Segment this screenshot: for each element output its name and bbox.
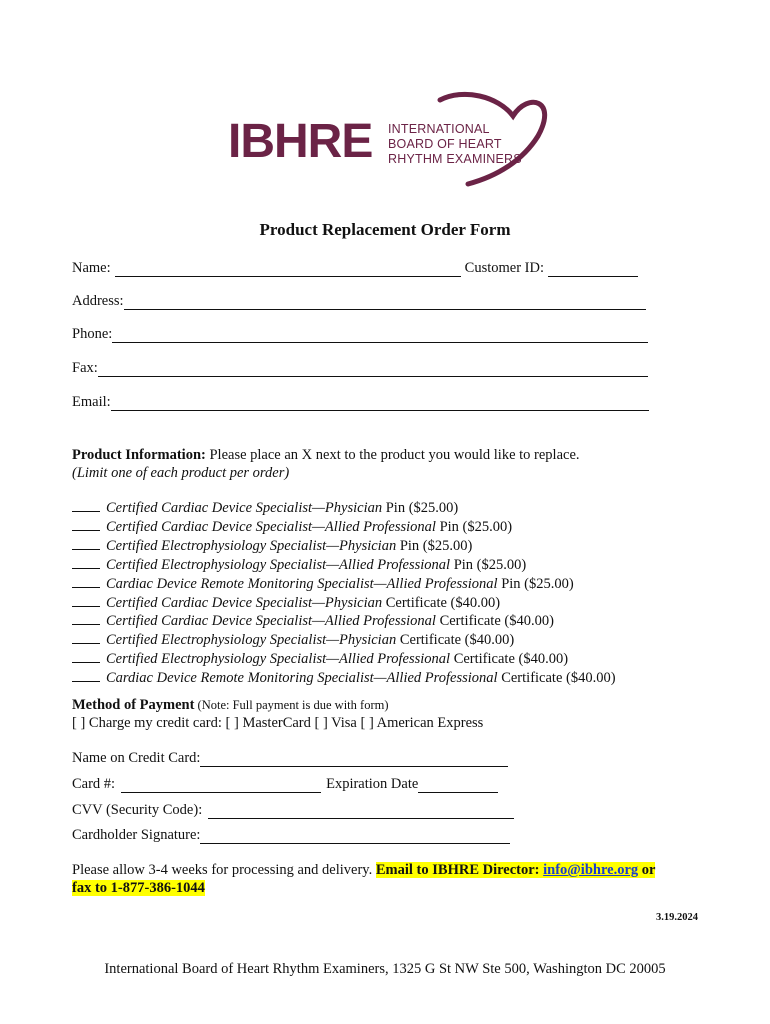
ibhre-logo — [228, 88, 548, 188]
product-name: Certified Electrophysiology Specialist—Allied Professional — [106, 651, 451, 668]
expiration-label: Expiration Date — [326, 776, 419, 792]
address-label: Address: — [72, 293, 124, 309]
email-field[interactable] — [111, 396, 649, 411]
product-price: Certificate ($40.00) — [497, 670, 616, 687]
card-number-row — [72, 775, 498, 793]
product-item — [72, 612, 616, 631]
fax-label: Fax: — [72, 360, 98, 376]
logo-subtitle: INTERNATIONAL BOARD OF HEART RHYTHM EXAMINERS — [388, 122, 522, 166]
card-number-field[interactable] — [121, 778, 321, 793]
footer-address: International Board of Heart Rhythm Examiners, 1325 G St NW Ste 500, Washington DC 20005 — [104, 961, 666, 977]
product-price: Certificate ($40.00) — [450, 651, 569, 668]
product-item — [72, 518, 616, 537]
product-checkbox-blank[interactable] — [72, 575, 100, 588]
product-price: Pin ($25.00) — [497, 575, 574, 592]
expiration-field[interactable] — [418, 778, 498, 793]
signature-label: Cardholder Signature: — [72, 827, 201, 843]
product-checkbox-blank[interactable] — [72, 612, 100, 625]
product-checkbox-blank[interactable] — [72, 631, 100, 644]
customer-id-field[interactable] — [548, 262, 638, 277]
product-item — [72, 669, 616, 688]
address-row — [72, 292, 646, 310]
product-name: Certified Cardiac Device Specialist—Allied Professional — [106, 518, 436, 535]
product-checkbox-blank[interactable] — [72, 556, 100, 569]
product-name: Certified Electrophysiology Specialist—Physician — [106, 632, 397, 649]
product-name: Cardiac Device Remote Monitoring Specialist—Allied Professional — [106, 670, 498, 687]
payment-card-options[interactable]: [ ] Charge my credit card: [ ] MasterCard [ ] Visa [ ] American Express — [72, 715, 484, 731]
product-checkbox-blank[interactable] — [72, 650, 100, 663]
product-price: Pin ($25.00) — [396, 537, 473, 554]
cvv-field[interactable] — [208, 804, 514, 819]
product-checkbox-blank[interactable] — [72, 537, 100, 550]
product-price: Certificate ($40.00) — [435, 613, 554, 630]
product-price: Certificate ($40.00) — [382, 594, 501, 611]
phone-row — [72, 325, 648, 343]
customer-id-label: Customer ID: — [464, 260, 544, 276]
product-checkbox-blank[interactable] — [72, 518, 100, 531]
product-checkbox-blank[interactable] — [72, 499, 100, 512]
product-item — [72, 556, 616, 575]
product-item — [72, 499, 616, 518]
product-name: Certified Cardiac Device Specialist—Physician — [106, 594, 383, 611]
product-item — [72, 537, 616, 556]
product-name: Certified Cardiac Device Specialist—Physician — [106, 500, 383, 516]
name-row — [72, 259, 638, 277]
fax-field[interactable] — [98, 362, 648, 377]
signature-field[interactable] — [200, 829, 510, 844]
phone-label: Phone: — [72, 326, 113, 342]
product-price: Pin ($25.00) — [382, 500, 459, 516]
product-price: Pin ($25.00) — [435, 518, 513, 535]
name-field[interactable] — [115, 262, 461, 277]
product-limit-note: (Limit one of each product per order) — [72, 465, 290, 481]
product-item — [72, 650, 616, 669]
signature-row — [72, 826, 510, 844]
product-name: Certified Electrophysiology Specialist—Physician — [106, 537, 397, 554]
product-name: Certified Cardiac Device Specialist—Allied Professional — [106, 613, 436, 630]
processing-notice: Please allow 3-4 weeks for processing and delivery. Email to IBHRE Director: info@ibhre.org or — [72, 862, 656, 878]
cvv-label: CVV (Security Code): — [72, 802, 203, 818]
director-email-link[interactable]: info@ibhre.org — [543, 862, 639, 878]
name-on-card-label: Name on Credit Card: — [72, 750, 201, 766]
product-price: Pin ($25.00) — [450, 556, 527, 573]
payment-heading: Method of Payment (Note: Full payment is due with form) — [72, 697, 389, 713]
phone-field[interactable] — [112, 328, 648, 343]
product-list — [72, 499, 616, 688]
fax-notice: fax to 1-877-386-1044 — [72, 880, 205, 896]
product-item — [72, 594, 616, 613]
product-checkbox-blank[interactable] — [72, 669, 100, 682]
email-row — [72, 393, 649, 411]
product-item — [72, 631, 616, 650]
product-info-heading: Product Information: Please place an X next to the product you would like to replace. — [72, 447, 580, 463]
revision-date: 3.19.2024 — [656, 912, 698, 923]
name-label: Name: — [72, 260, 111, 276]
product-price: Certificate ($40.00) — [396, 632, 515, 649]
name-on-card-row — [72, 749, 508, 767]
product-item — [72, 575, 616, 594]
product-name: Certified Electrophysiology Specialist—Allied Professional — [106, 556, 451, 573]
name-on-card-field[interactable] — [200, 752, 508, 767]
product-checkbox-blank[interactable] — [72, 594, 100, 607]
form-title: Product Replacement Order Form — [259, 220, 511, 239]
card-number-label: Card #: — [72, 776, 116, 792]
address-field[interactable] — [124, 295, 646, 310]
fax-row — [72, 359, 648, 377]
email-label: Email: — [72, 394, 111, 410]
cvv-row — [72, 801, 514, 819]
product-name: Cardiac Device Remote Monitoring Specialist—Allied Professional — [106, 575, 498, 592]
logo-wordmark: IBHRE — [228, 115, 373, 168]
